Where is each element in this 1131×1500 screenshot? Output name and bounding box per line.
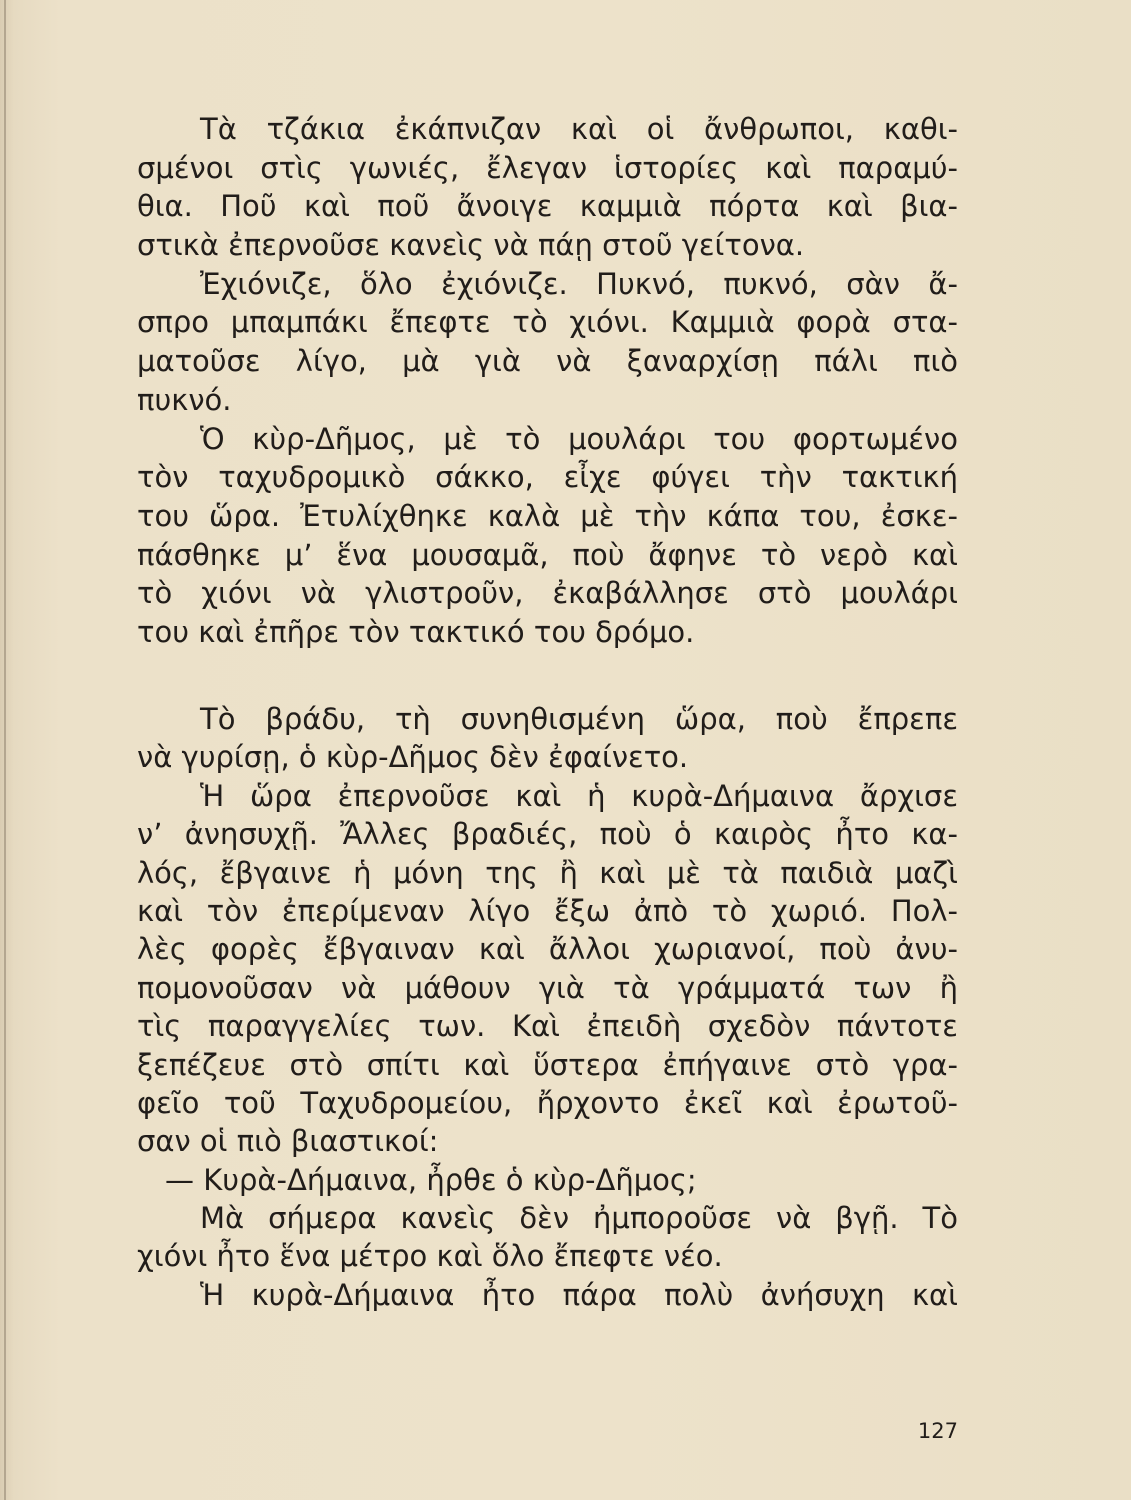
text-line: πυκνό. [137,382,232,417]
text-line: στικὰ ἐπερνοῦσε κανεὶς νὰ πάῃ στοῦ γείτονα. [137,228,805,263]
paragraph [137,110,958,265]
paragraph [137,1199,958,1276]
text-line: Μὰ σήμερα κανεὶς δὲν ἠμποροῦσε νὰ βγῇ. Τὸ [200,1201,958,1236]
text-line: Ἡ κυρὰ-Δήμαινα ἦτο πάρα πολὺ ἀνήσυχη καὶ [200,1277,958,1312]
text-line: νὰ γυρίσῃ, ὁ κὺρ-Δῆμος δὲν ἐφαίνετο. [137,740,689,775]
text-line: καὶ τὸν ἐπερίμεναν λίγο ἔξω ἀπὸ τὸ χωριό. Πολ- [137,893,958,928]
dialogue-line [137,1161,958,1199]
text-line: λός, ἔβγαινε ἡ μόνη της ἢ καὶ μὲ τὰ παιδιὰ μαζὶ [137,855,958,890]
text-line: σμένοι στὶς γωνιές, ἔλεγαν ἱστορίες καὶ παραμύ- [137,150,958,185]
text-line: του ὥρα. Ἐτυλίχθηκε καλὰ μὲ τὴν κάπα του, ἐσκε- [137,498,958,533]
text-block-bottom [137,700,958,1314]
text-line: ν’ ἀνησυχῇ. Ἄλλες βραδιές, ποὺ ὁ καιρὸς ἦτο κα- [137,817,958,852]
text-line: — Κυρὰ-Δήμαινα, ἦρθε ὁ κὺρ-Δῆμος; [165,1162,697,1197]
text-line: ξεπέζευε στὸ σπίτι καὶ ὕστερα ἐπήγαινε στὸ γρα- [137,1047,958,1082]
text-line: πομονοῦσαν νὰ μάθουν γιὰ τὰ γράμματά των ἢ [137,970,958,1005]
text-line: σαν οἱ πιὸ βιαστικοί: [137,1124,439,1159]
text-line: σπρο μπαμπάκι ἔπεφτε τὸ χιόνι. Καμμιὰ φορὰ στα- [137,305,958,340]
text-line: χιόνι ἦτο ἕνα μέτρο καὶ ὅλο ἔπεφτε νέο. [137,1239,723,1274]
text-line: τὸν ταχυδρομικὸ σάκκο, εἶχε φύγει τὴν τακτική [137,460,958,495]
text-line: τὶς παραγγελίες των. Καὶ ἐπειδὴ σχεδὸν πάντοτε [137,1009,958,1044]
text-line: φεῖο τοῦ Ταχυδρομείου, ἤρχοντο ἐκεῖ καὶ ἐρωτοῦ- [137,1085,958,1120]
text-line: ματοῦσε λίγο, μὰ γιὰ νὰ ξαναρχίσῃ πάλι πιὸ [137,344,958,379]
page-edge [4,0,6,1500]
text-line: Τὸ βράδυ, τὴ συνηθισμένη ὥρα, ποὺ ἔπρεπε [200,702,958,736]
text-line: θια. Ποῦ καὶ ποῦ ἄνοιγε καμμιὰ πόρτα καὶ βια- [137,189,958,224]
text-line: Ἡ ὥρα ἐπερνοῦσε καὶ ἡ κυρὰ-Δήμαινα ἄρχισε [200,778,958,813]
text-line: λὲς φορὲς ἔβγαιναν καὶ ἄλλοι χωριανοί, ποὺ ἀνυ- [137,932,958,967]
text-line: τὸ χιόνι νὰ γλιστροῦν, ἐκαβάλλησε στὸ μουλάρι [137,576,958,611]
paragraph [137,265,958,420]
text-block-top [137,110,958,652]
text-line: πάσθηκε μ’ ἕνα μουσαμᾶ, ποὺ ἄφηνε τὸ νερὸ καὶ [137,537,958,572]
paragraph [137,420,958,652]
paragraph [137,1276,958,1314]
paragraph [137,700,958,777]
text-line: Ἐχιόνιζε, ὅλο ἐχιόνιζε. Πυκνό, πυκνό, σὰν ἄ- [200,266,958,301]
paragraph [137,777,958,1161]
page-number: 127 [917,1419,958,1443]
text-line: Ὁ κὺρ-Δῆμος, μὲ τὸ μουλάρι του φορτωμένο [200,421,958,456]
text-line: του καὶ ἐπῆρε τὸν τακτικό του δρόμο. [137,614,695,649]
text-line: Τὰ τζάκια ἐκάπνιζαν καὶ οἱ ἄνθρωποι, καθι- [200,112,958,146]
